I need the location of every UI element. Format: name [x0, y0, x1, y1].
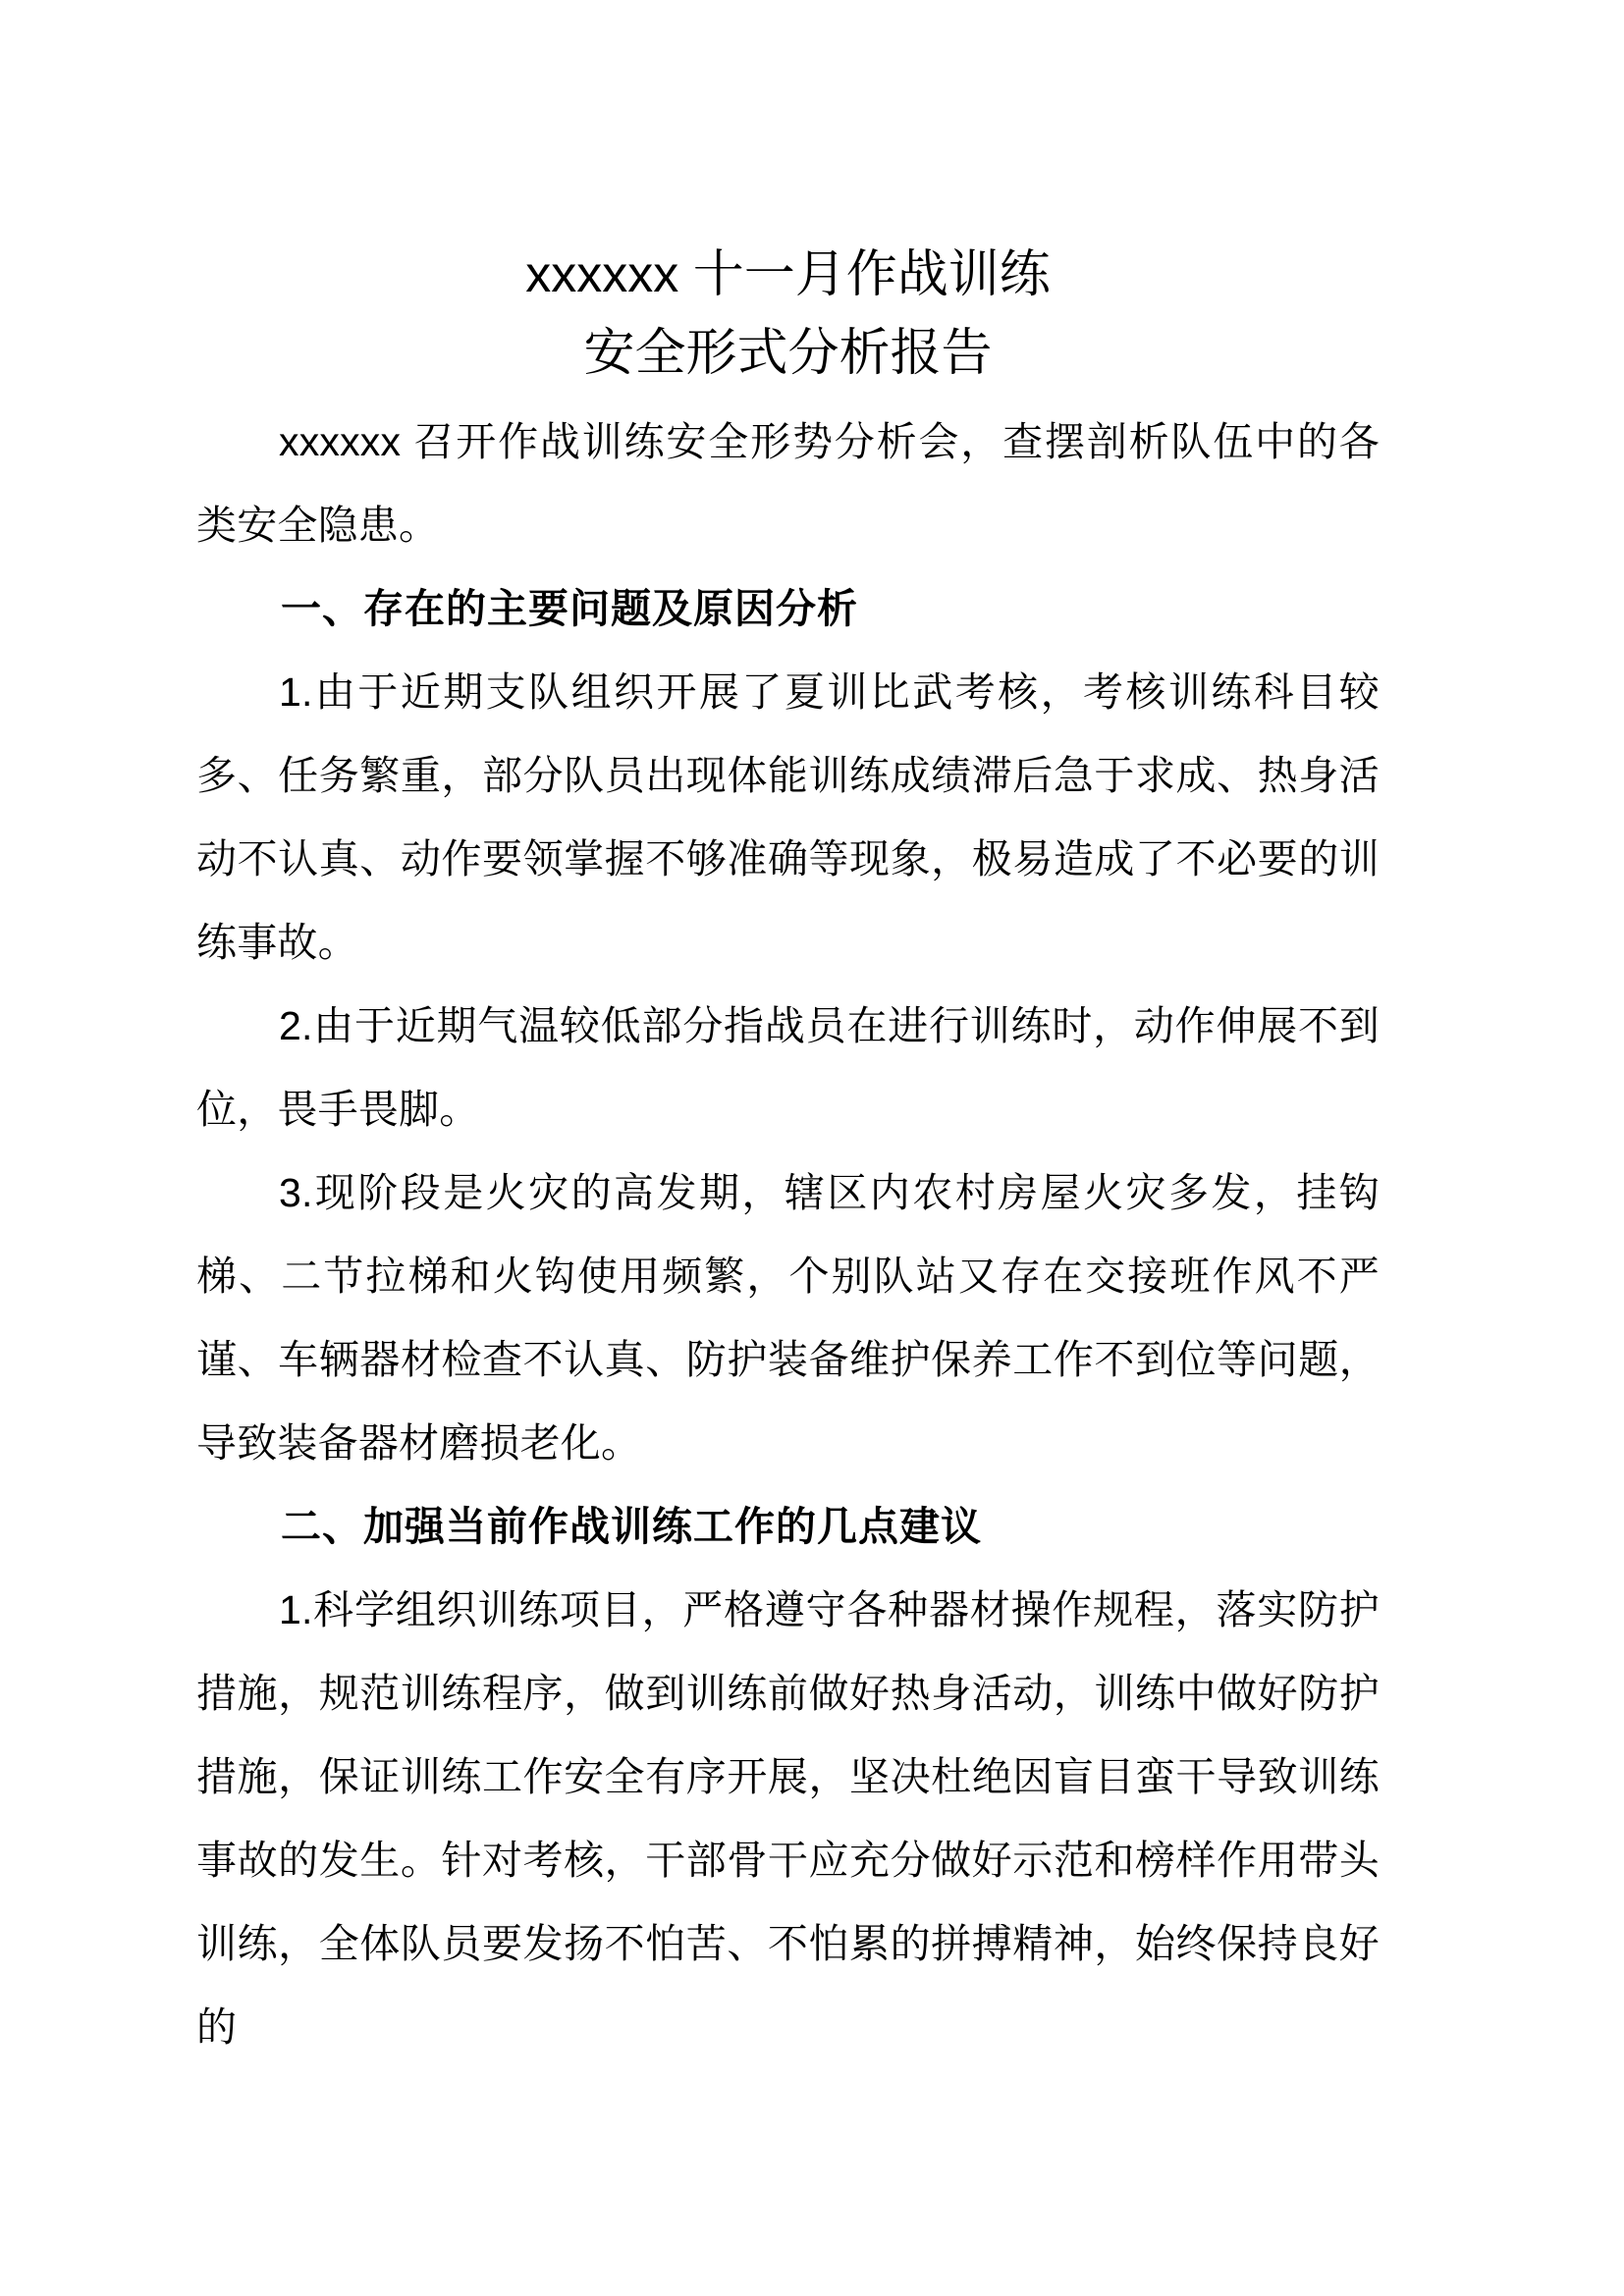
paragraph-item-1-3: 3.现阶段是火灾的高发期，辖区内农村房屋火灾多发，挂钩梯、二节拉梯和火钩使用频繁，个别队站又存在交接班作风不严谨、车辆器材检查不认真、防护装备维护保养工作不到位等问题，导致装备器材磨损老化。	[196, 1170, 1380, 1466]
document-title	[196, 236, 1380, 393]
section-heading-one: 一、存在的主要问题及原因分析	[281, 586, 858, 631]
paragraph-item-2-1: 1.科学组织训练项目，严格遵守各种器材操作规程，落实防护措施，规范训练程序，做到训练前做好热身活动，训练中做好防护措施，保证训练工作安全有序开展，坚决杜绝因盲目蛮干导致训练事故的发生。针对考核，干部骨干应充分做好示范和榜样作用带头训练，全体队员要发扬不怕苦、不怕累的拼搏精神，始终保持良好的	[196, 1587, 1380, 2050]
paragraph-item-1-2: 2.由于近期气温较低部分指战员在进行训练时，动作伸展不到位，畏手畏脚。	[196, 1003, 1380, 1132]
paragraph-intro: xxxxxx 召开作战训练安全形势分析会，查摆剖析队伍中的各类安全隐患。	[196, 419, 1380, 548]
title-line-2: 安全形式分析报告	[583, 325, 993, 382]
title-line-1: xxxxxx 十一月作战训练	[525, 246, 1051, 303]
paragraph-item-1-1: 1.由于近期支队组织开展了夏训比武考核，考核训练科目较多、任务繁重，部分队员出现体能训练成绩滞后急于求成、热身活动不认真、动作要领掌握不够准确等现象，极易造成了不必要的训练事故。	[196, 669, 1380, 965]
document-text-block	[196, 236, 1380, 2069]
section-heading-two: 二、加强当前作战训练工作的几点建议	[281, 1504, 982, 1549]
